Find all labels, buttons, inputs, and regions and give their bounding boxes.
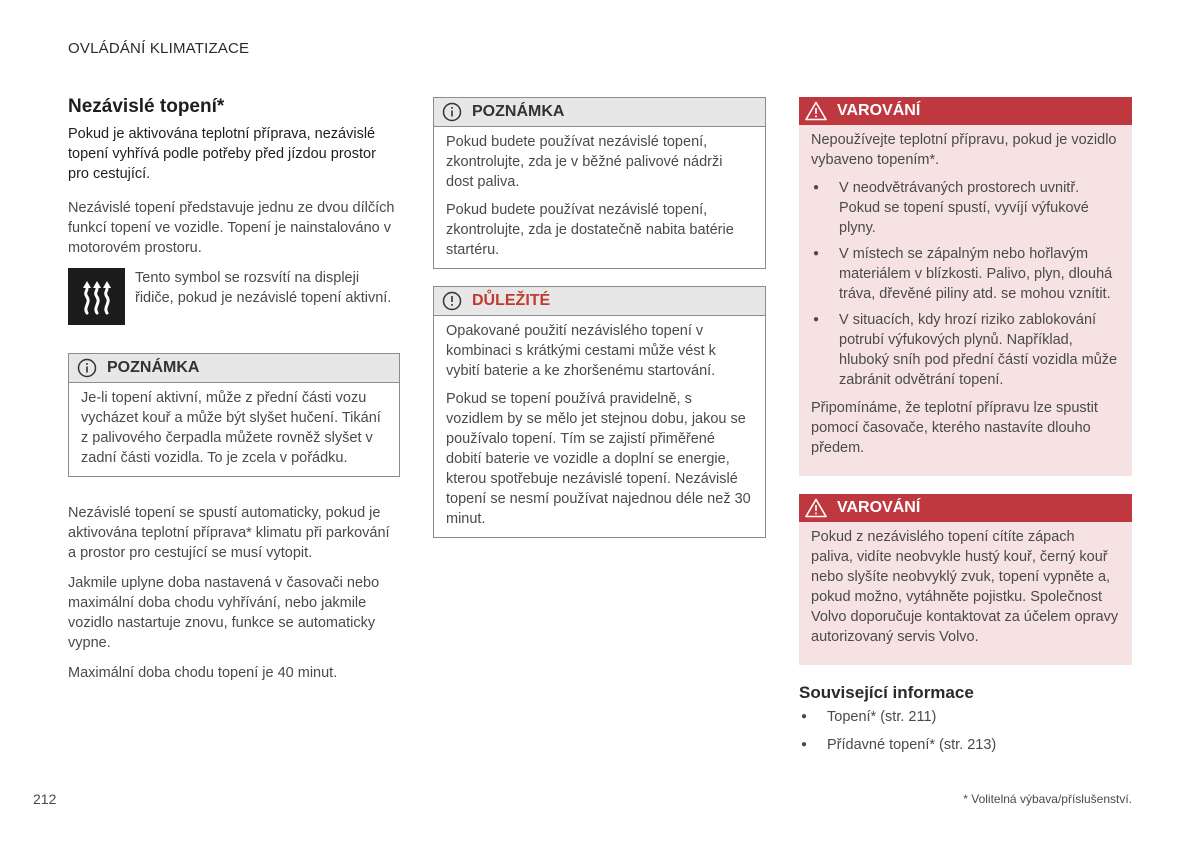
warning-body xyxy=(799,125,1132,476)
important-text: Pokud se topení používá pravidelně, s vozidlem by se mělo jet stejnou dobu, jakou se používalo topení. Tím se zajistí přiměřené dobití baterie ve vozidle a doplní se energie, kterou spotřebuje nezávislé topení. Nezávislé topení se nesmí používat najednou déle než 30 minut. xyxy=(446,391,751,527)
warning-header xyxy=(799,97,1132,125)
note-text: Pokud budete používat nezávislé topení, zkontrolujte, zda je dostatečně nabita batérie startéru. xyxy=(446,202,734,258)
page-number: 212 xyxy=(33,791,57,807)
note-header xyxy=(69,354,399,383)
note-box xyxy=(433,97,766,269)
column-middle xyxy=(433,97,766,538)
lead-paragraph: Pokud je aktivována teplotní příprava, nezávislé topení vyhřívá podle potřeby před jízdou prostor pro cestující. xyxy=(68,126,376,182)
important-icon xyxy=(442,291,462,311)
info-icon xyxy=(442,102,462,122)
warning-body xyxy=(799,522,1132,665)
warning-outro: Připomínáme, že teplotní přípravu lze spustit pomocí časovače, kterého nastavíte dlouho předem. xyxy=(811,400,1098,456)
warning-header xyxy=(799,494,1132,522)
important-box xyxy=(433,286,766,538)
note-header xyxy=(434,98,765,127)
related-info-list xyxy=(799,707,1132,755)
note-body xyxy=(69,383,399,476)
note-body xyxy=(434,127,765,268)
related-link[interactable]: ● Topení* (str. 211) xyxy=(799,707,1132,727)
note-text: Je-li topení aktivní, může z přední části vozu vycházet kouř a může být slyšet hučení. Tikání z palivového čerpadla můžete rovněž slyšet v zadní části vozidla. To je zcela v pořádku. xyxy=(81,390,381,466)
heater-symbol-icon xyxy=(68,268,125,325)
important-label: DŮLEŽITÉ xyxy=(472,292,551,309)
symbol-row xyxy=(68,268,400,325)
warning-box xyxy=(799,494,1132,665)
section-header: OVLÁDÁNÍ KLIMATIZACE xyxy=(68,40,250,57)
note-label: POZNÁMKA xyxy=(107,359,200,376)
note-label: POZNÁMKA xyxy=(472,103,565,120)
column-right xyxy=(799,97,1132,763)
warning-label: VAROVÁNÍ xyxy=(837,499,921,516)
list-item: ● V neodvětrávaných prostorech uvnitř. Pokud se topení spustí, vyvíjí výfukové plyny. xyxy=(811,178,1120,238)
warning-text: Pokud z nezávislého topení cítíte zápach paliva, vidíte neobvykle hustý kouř, černý kouř nebo slyšíte neobvyklý zvuk, topení vypněte a, pokud možno, vytáhněte pojistku. Společnost Volvo doporučuje kontaktovat za účelem opravy autorizovaný servis Volvo. xyxy=(811,529,1119,645)
page-title: Nezávislé topení* xyxy=(68,96,225,117)
warning-triangle-icon xyxy=(805,498,827,518)
warning-list xyxy=(811,178,1120,390)
paragraph: Nezávislé topení představuje jednu ze dvou dílčích funkcí topení ve vozidle. Topení je nainstalováno v motorovém prostoru. xyxy=(68,200,395,256)
paragraph: Maximální doba chodu topení je 40 minut. xyxy=(68,665,338,681)
info-icon xyxy=(77,358,97,378)
related-link[interactable]: ● Přídavné topení* (str. 213) xyxy=(799,735,1132,755)
important-text: Opakované použití nezávislého topení v kombinaci s krátkými cestami může vést k vybití baterie a ke zhoršenému startování. xyxy=(446,323,716,379)
important-header xyxy=(434,287,765,316)
paragraph: Nezávislé topení se spustí automaticky, pokud je aktivována teplotní příprava* klimatu při parkování a prostor pro cestující se musí vytopit. xyxy=(68,505,390,561)
list-item: ● V situacích, kdy hrozí riziko zablokování potrubí výfukových plynů. Například, hluboký sníh pod přední částí vozidla může zabránit odvětrání topení. xyxy=(811,310,1120,390)
paragraph: Jakmile uplyne doba nastavená v časovači nebo maximální doba chodu vyhřívání, nebo jakmile vozidlo nastartuje znovu, funkce se automaticky vypne. xyxy=(68,575,380,651)
warning-label: VAROVÁNÍ xyxy=(837,102,921,119)
warning-box xyxy=(799,97,1132,476)
related-info-title: Související informace xyxy=(799,683,974,702)
note-box xyxy=(68,353,400,477)
important-body xyxy=(434,316,765,537)
symbol-description: Tento symbol se rozsvítí na displeji řidiče, pokud je nezávislé topení aktivní. xyxy=(135,270,392,306)
column-left xyxy=(68,96,400,693)
list-item: ● V místech se zápalným nebo hořlavým materiálem v blízkosti. Palivo, plyn, dlouhá tráva, dřevěné piliny atd. se mohou vznítit. xyxy=(811,244,1120,304)
note-text: Pokud budete používat nezávislé topení, zkontrolujte, zda je v běžné palivové nádrži dost paliva. xyxy=(446,134,723,190)
warning-intro: Nepoužívejte teplotní přípravu, pokud je vozidlo vybaveno topením*. xyxy=(811,132,1117,168)
warning-triangle-icon xyxy=(805,101,827,121)
footnote: * Volitelná výbava/příslušenství. xyxy=(963,792,1132,806)
